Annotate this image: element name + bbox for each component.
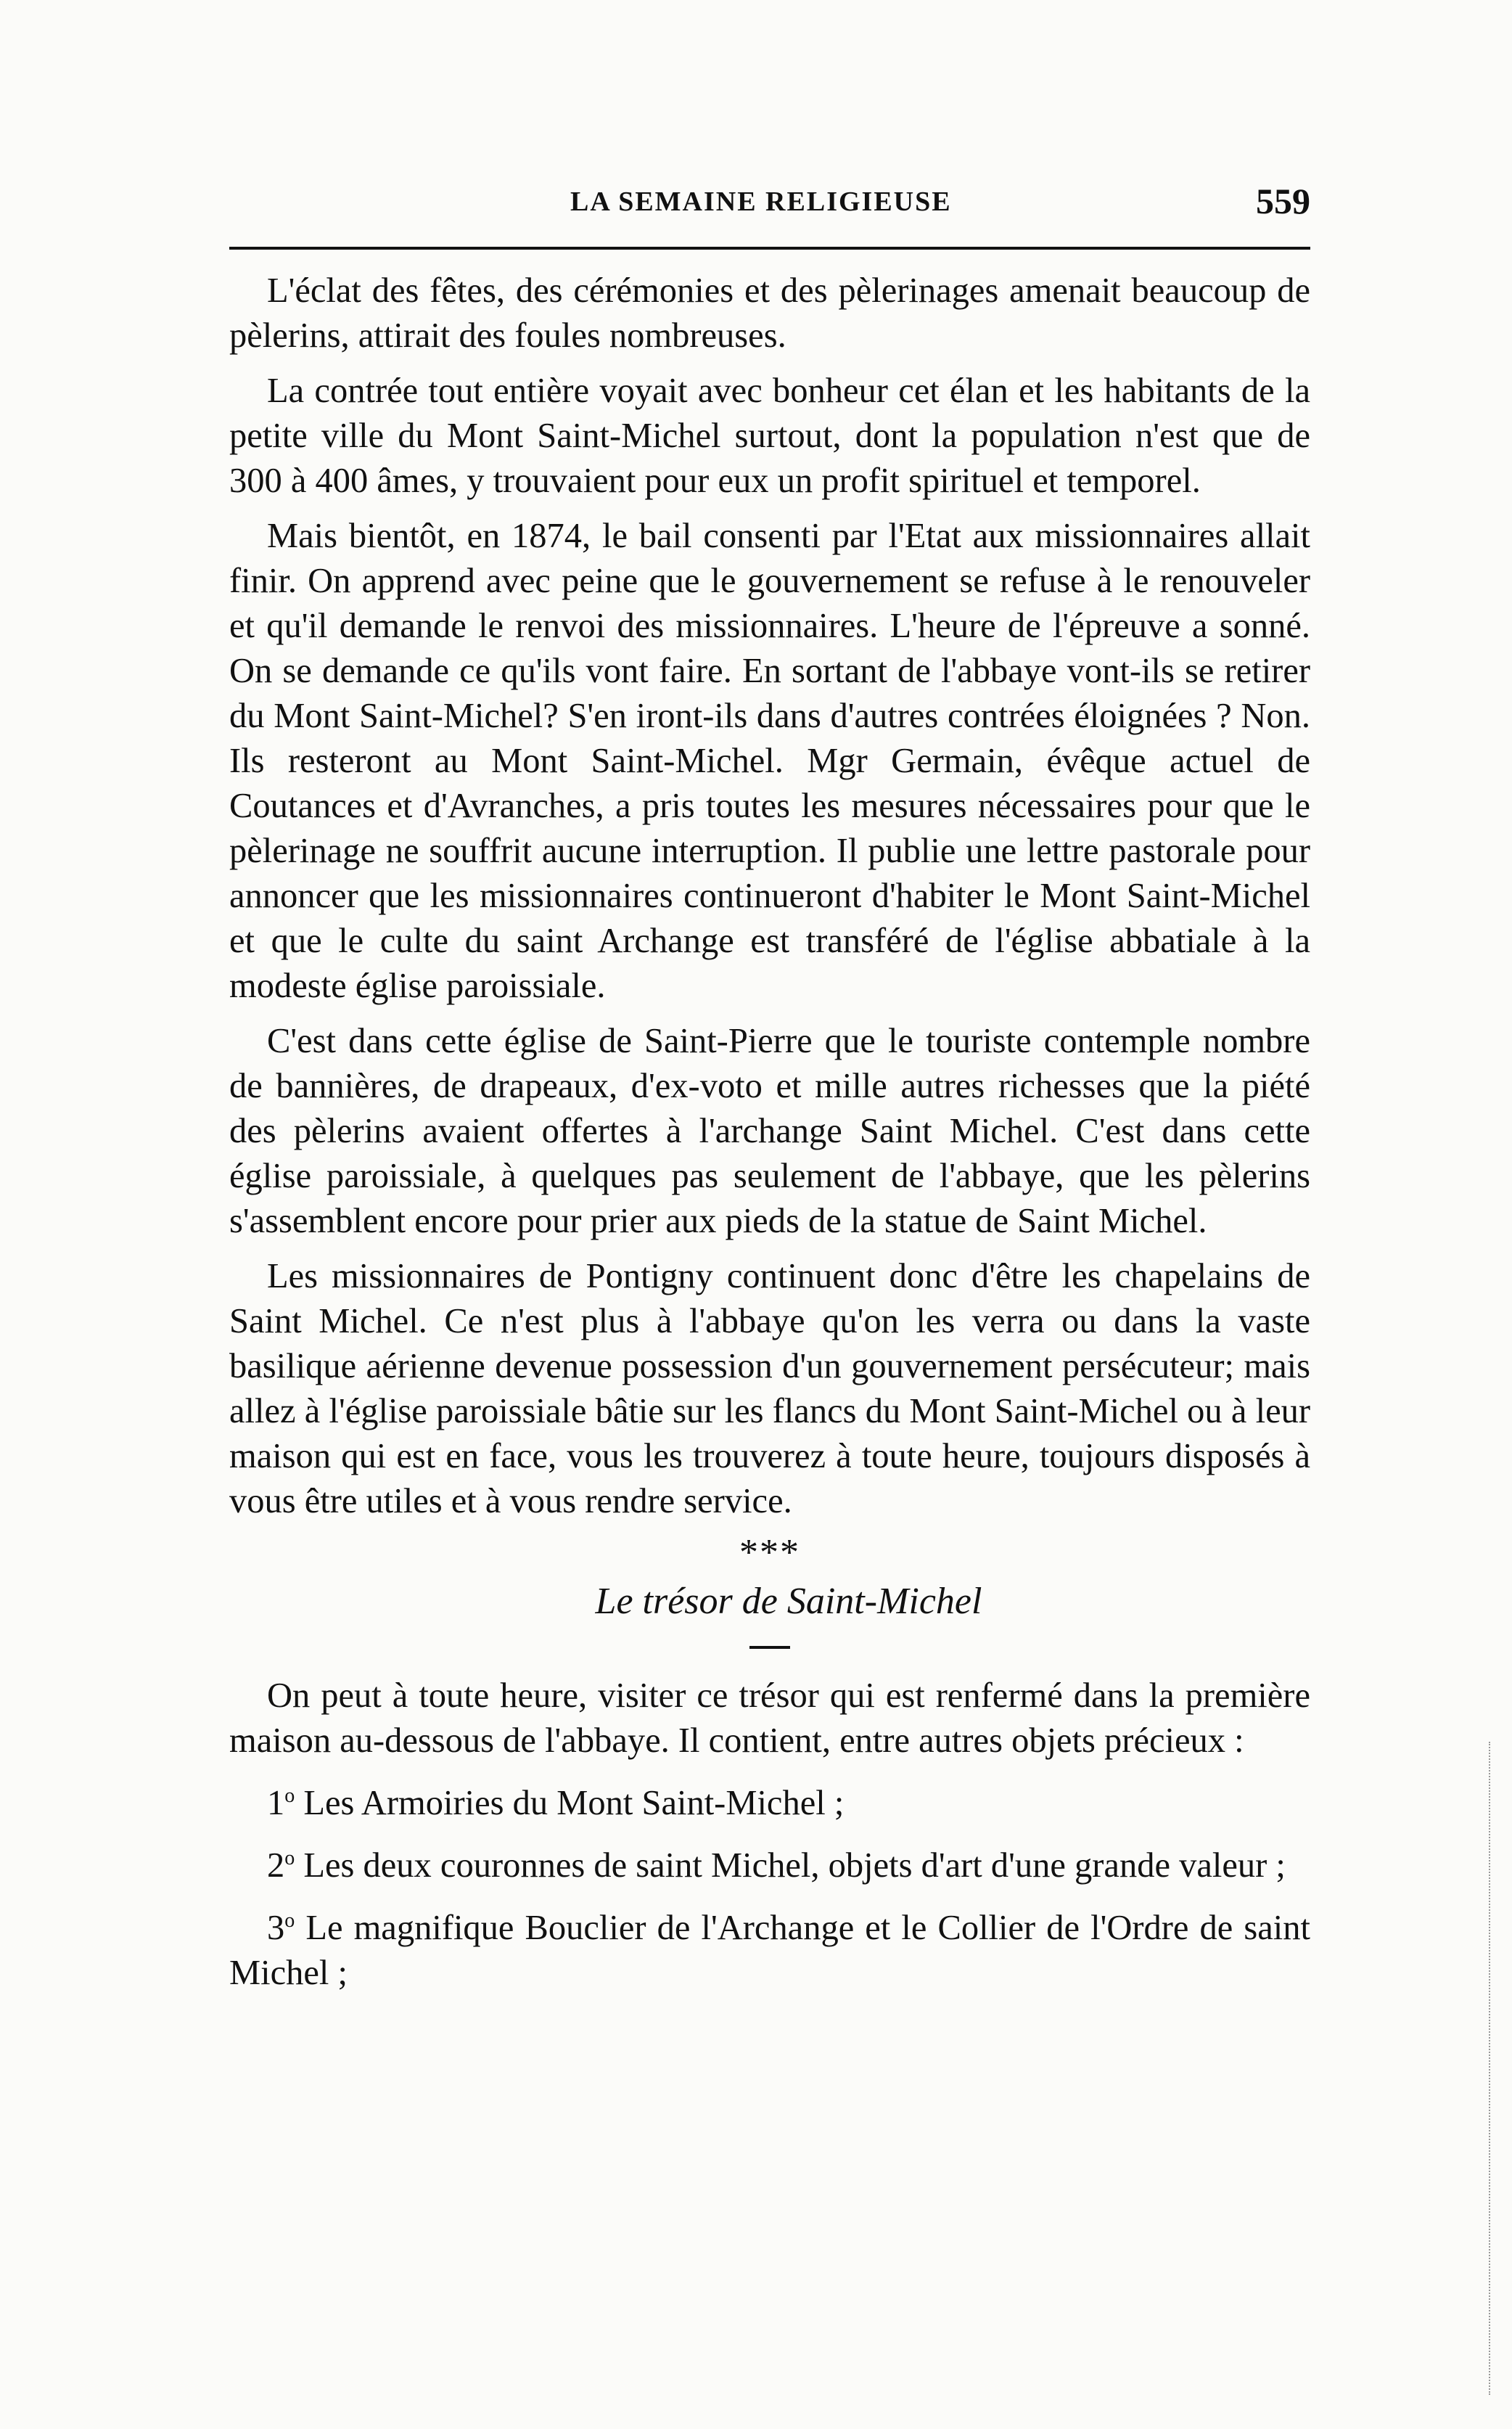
list-number: 3 [267,1909,285,1948]
ordinal-mark: o [284,1909,295,1933]
section-title: Le trésor de Saint-Michel [595,1581,982,1622]
ordinal-mark: o [284,1785,295,1807]
running-title: LA SEMAINE RELIGIEUSE [570,187,952,217]
list-text: Les Armoiries du Mont Saint-Michel ; [303,1784,845,1823]
scan-margin-marks [1471,1742,1490,2395]
paragraph: L'éclat des fêtes, des cérémonies et des pèlerinages amenait beaucoup de pèlerins, attirait des foules nombreuses. [229,271,1310,355]
paragraph: Les missionnaires de Pontigny continuent donc d'être les chapelains de Saint Michel. Ce n'est plus à l'abbaye qu'on les verra ou dans la vaste basilique aérienne devenue possession d'un gouvernement persécuteur; mais allez à l'église paroissiale bâtie sur les flancs du Mont Saint-Michel ou à leur maison qui est en face, vous les trouverez à toute heure, toujours disposés à vous être utiles et à vous rendre service. [229,1257,1310,1520]
header-rule [229,247,1310,250]
section-intro: On peut à toute heure, visiter ce trésor qui est renfermé dans la première maison au-dessous de l'abbaye. Il contient, entre autres objets précieux : [229,1676,1310,1760]
page-header [229,180,1310,231]
list-number: 1 [267,1784,285,1823]
paragraph: La contrée tout entière voyait avec bonheur cet élan et les habitants de la petite ville du Mont Saint-Michel surtout, dont la population n'est que de 300 à 400 âmes, y trouvaient pour eux un profit spirituel et temporel. [229,372,1310,500]
list-text: Les deux couronnes de saint Michel, objets d'art d'une grande valeur ; [303,1846,1286,1885]
body-text [229,269,1310,2006]
list-item [229,1836,1310,1888]
title-dash [749,1646,790,1649]
paragraph: C'est dans cette église de Saint-Pierre que le touriste contemple nombre de bannières, de drapeaux, d'ex-voto et mille autres richesses que la piété des pèlerins avaient offertes à l'archange Saint Michel. C'est dans cette église paroissiale, à quelques pas seulement de l'abbaye, que les pèlerins s'assemblent encore pour prier aux pieds de la statue de Saint Michel. [229,1022,1310,1240]
asterism-separator: *** [739,1532,800,1573]
list-number: 2 [267,1846,285,1885]
page-number: 559 [1256,181,1310,221]
ordinal-mark: o [284,1847,295,1870]
list-item [229,1898,1310,1996]
list-text: Le magnifique Bouclier de l'Archange et le Collier de l'Ordre de saint Michel ; [229,1909,1310,1993]
list-item [229,1774,1310,1826]
paragraph: Mais bientôt, en 1874, le bail consenti par l'Etat aux missionnaires allait finir. On apprend avec peine que le gouvernement se refuse à le renouveler et qu'il demande le renvoi des missionnaires. L'heure de l'épreuve a sonné. On se demande ce qu'ils vont faire. En sortant de l'abbaye vont-ils se retirer du Mont Saint-Michel? S'en iront-ils dans d'autres contrées éloignées ? Non. Ils resteront au Mont Saint-Michel. Mgr Germain, évêque actuel de Coutances et d'Avranches, a pris toutes les mesures nécessaires pour que le pèlerinage ne souffrit aucune interruption. Il publie une lettre pastorale pour annoncer que les missionnaires continueront d'habiter le Mont Saint-Michel et que le culte du saint Archange est transféré de l'église abbatiale à la modeste église paroissiale. [229,517,1310,1005]
